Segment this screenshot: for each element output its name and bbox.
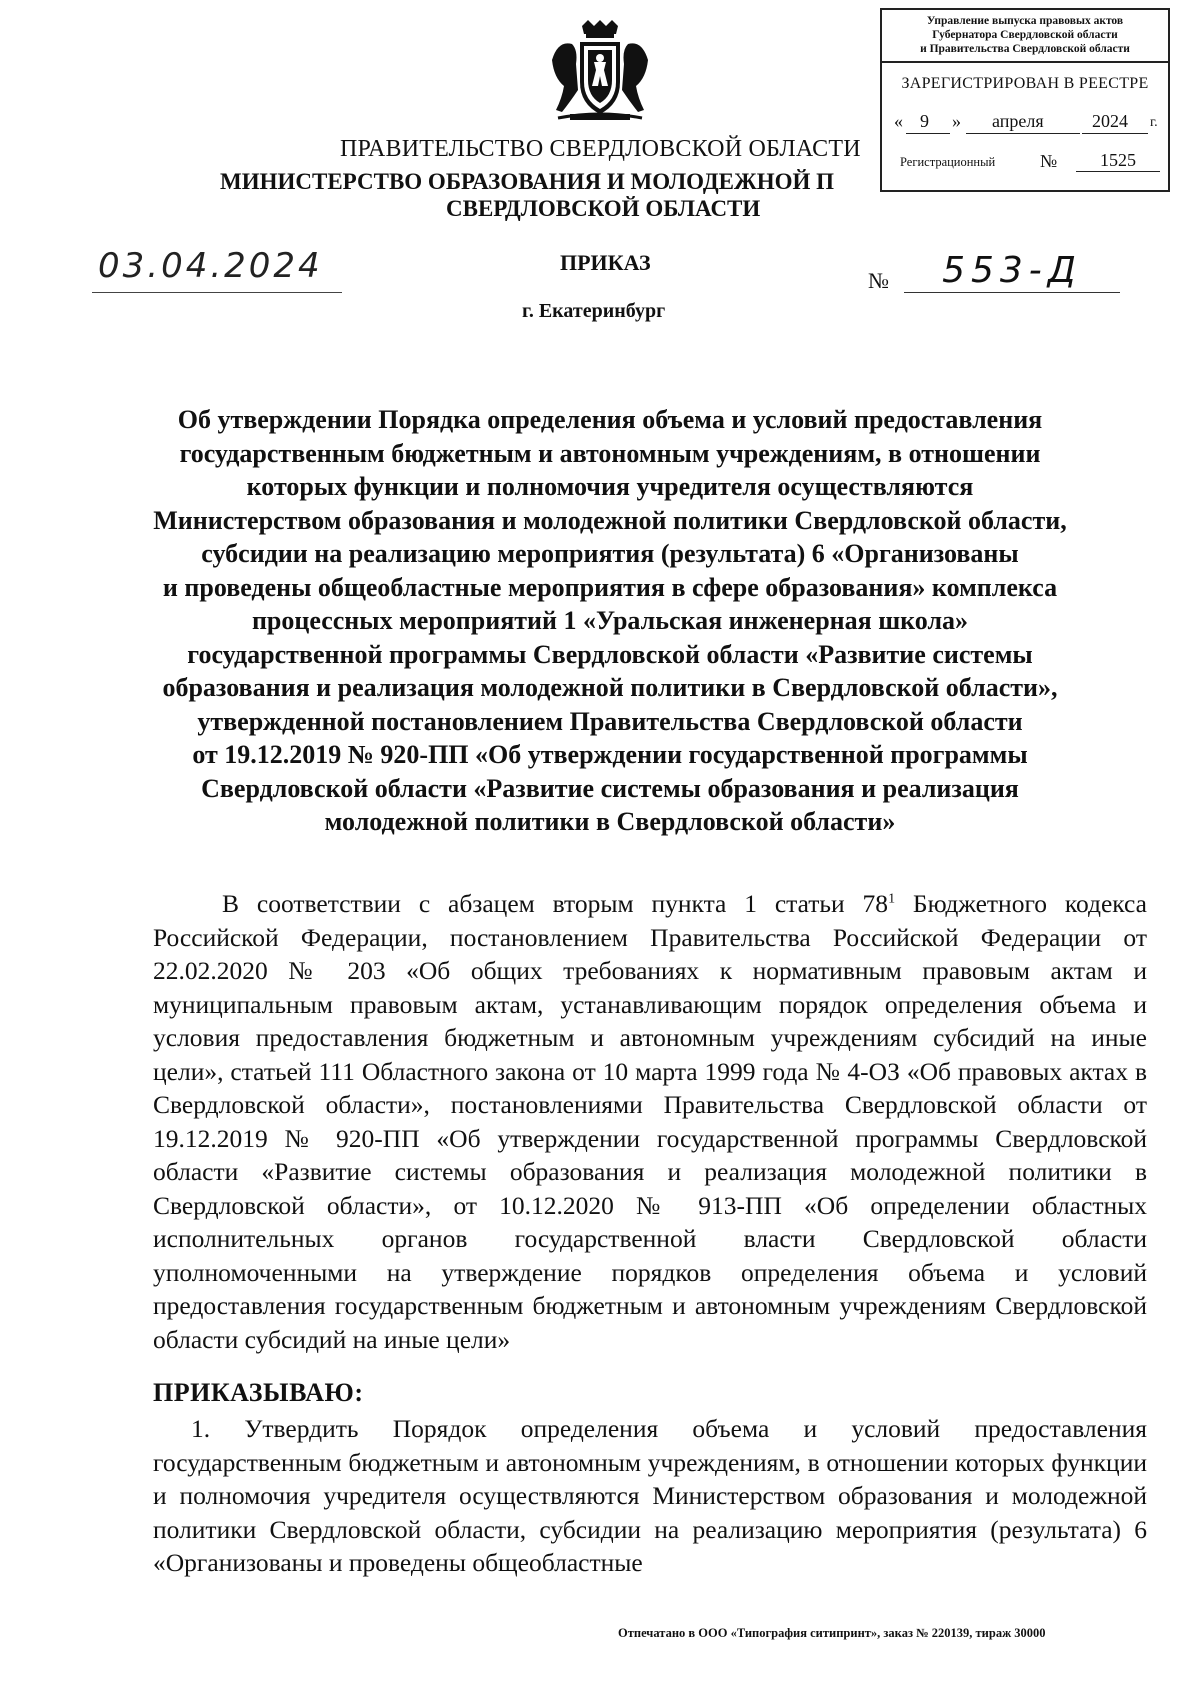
stamp-header-line: Губернатора Свердловской области	[932, 29, 1118, 41]
date-underline	[92, 292, 342, 293]
title-line: утвержденной постановлением Правительства Свердловской области	[197, 706, 1023, 736]
preamble-text-start: В соответствии с абзацем вторым пункта 1 статьи 78	[222, 889, 889, 918]
title-line: образования и реализация молодежной политики в Свердловской области»,	[162, 673, 1058, 702]
title-line: Об утверждении Порядка определения объема и условий предоставления	[177, 405, 1043, 434]
stamp-header	[882, 10, 1168, 63]
stamp-date-close-quote: »	[952, 111, 961, 131]
title-line: государственным бюджетным и автономным учреждениям, в отношении	[179, 438, 1041, 468]
stamp-date-open-quote: «	[894, 111, 903, 131]
ministry-name-line2: СВЕРДЛОВСКОЙ ОБЛАСТИ	[446, 196, 761, 221]
order-number-handwritten: 553-Д	[904, 250, 1120, 293]
title-line: субсидии на реализацию мероприятия (результата) 6 «Организованы	[201, 539, 1019, 568]
stamp-reg-number-value: 1525	[1076, 149, 1160, 172]
stamp-reg-number-label: Регистрационный	[900, 155, 996, 169]
document-title	[130, 403, 1090, 839]
city-name: г. Екатеринбург	[522, 300, 666, 322]
coat-of-arms-icon	[548, 20, 652, 124]
stamp-reg-number	[882, 149, 1168, 177]
stamp-year-suffix: г.	[1150, 115, 1158, 130]
order-word: ПРИКАЗЫВАЮ:	[153, 1378, 364, 1407]
title-line: от 19.12.2019 № 920-ПП «Об утверждении государственной программы	[192, 740, 1028, 769]
title-line: процессных мероприятий 1 «Уральская инженерная школа»	[251, 606, 969, 635]
title-line: которых функции и полномочия учредителя осуществляются	[246, 472, 974, 501]
title-line: Министерством образования и молодежной политики Свердловской области,	[153, 505, 1067, 535]
stamp-date	[882, 111, 1168, 139]
order-item-1: 1. Утвердить Порядок определения объема и условий предоставления государственным бюджетным и автономным учреждениям, в отношении которых функции и полномочия учредителя осуществляются Министерством образования и молодежной политики Свердловской области, субсидии на реализацию мероприятия (результата) 6 «Организованы и проведены общеобластные	[153, 1414, 1147, 1577]
order-number-sign: №	[868, 268, 889, 293]
stamp-month: апреля	[992, 111, 1044, 131]
registration-stamp	[880, 8, 1170, 192]
stamp-header-line: Управление выпуска правовых актов	[926, 15, 1124, 27]
title-line: и проведены общеобластные мероприятия в сфере образования» комплекса	[162, 572, 1058, 602]
preamble-text-rest: Бюджетного кодекса Российской Федерации, постановлением Правительства Российской Федерации от 22.02.2020 № 203 «Об общих требованиях к нормативным правовым актам и муниципальным правовым актам, устанавливающим порядок определения объема и условия предоставления бюджетным и автономным учреждениям субсидий на иные цели», статьей 111 Областного закона от 10 марта 1999 года № 4-ОЗ «Об правовых актах в Свердловской области», постановлениями Правительства Свердловской области от 19.12.2019 № 920-ПП «Об утверждении государственной программы Свердловской области «Развитие системы образования и реализация молодежной политики в Свердловской области», от 10.12.2020 № 913-ПП «Об определении областных исполнительных органов государственной власти Свердловской области уполномоченными на утверждение порядков определения объема и условий предоставления государственным бюджетным и автономным учреждениям Свердловской области субсидий на иные цели»	[153, 889, 1147, 1354]
article-superscript: 1	[888, 891, 896, 907]
stamp-number-sign: №	[1040, 151, 1058, 171]
stamp-header-line: и Правительства Свердловской области	[920, 43, 1130, 55]
title-line: государственной программы Свердловской области «Развитие системы	[187, 639, 1033, 669]
stamp-day: 9	[920, 111, 929, 131]
preamble-paragraph	[153, 887, 1147, 1356]
government-name: ПРАВИТЕЛЬСТВО СВЕРДЛОВСКОЙ ОБЛАСТИ	[340, 136, 861, 162]
title-line: Свердловской области «Развитие системы образования и реализация	[201, 773, 1019, 803]
order-date-handwritten: 03.04.2024	[98, 246, 323, 286]
title-line: молодежной политики в Свердловской области»	[324, 807, 896, 836]
stamp-year: 2024	[1092, 111, 1128, 131]
document-type: ПРИКАЗ	[560, 250, 651, 275]
ministry-name-line1: МИНИСТЕРСТВО ОБРАЗОВАНИЯ И МОЛОДЕЖНОЙ П	[220, 169, 835, 194]
stamp-registered-label: ЗАРЕГИСТРИРОВАН В РЕЕСТРЕ	[901, 75, 1149, 92]
printer-footer: Отпечатано в ООО «Типография ситипринт», заказ № 220139, тираж 30000	[618, 1626, 1046, 1640]
